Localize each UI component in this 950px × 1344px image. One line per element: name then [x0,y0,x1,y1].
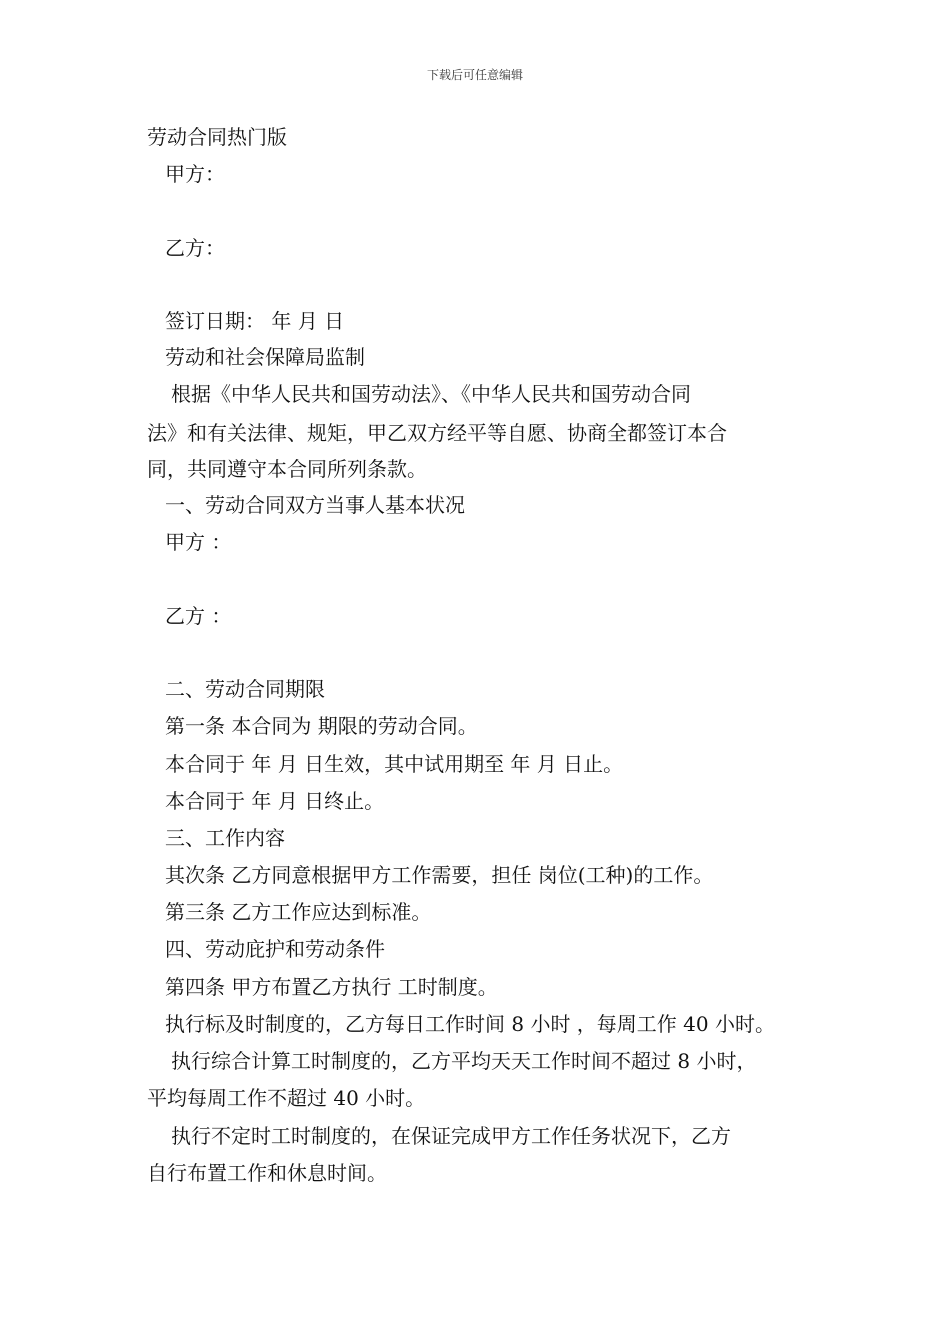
effective-date-line: 本合同于 年 月 日生效，其中试用期至 年 月 日止。 [165,752,624,776]
page-header: 下载后可任意编辑 [426,68,523,82]
article-4: 第四条 甲方布置乙方执行 工时制度。 [165,975,498,999]
standard-hours-line: 执行标及时制度的，乙方每日工作时间 8 小时 ，每周工作 40 小时。 [165,1012,775,1036]
section-3-heading: 三、工作内容 [165,826,285,850]
flexible-hours-line-2: 自行布置工作和休息时间。 [147,1161,387,1185]
article-3: 第三条 乙方工作应达到标准。 [165,900,432,924]
section-2-heading: 二、劳动合同期限 [165,677,325,701]
party-a-label: 甲方： [165,162,225,186]
section-1-heading: 一、劳动合同双方当事人基本状况 [165,493,465,517]
supervisor-line: 劳动和社会保障局监制 [165,345,365,369]
termination-date-line: 本合同于 年 月 日终止。 [165,789,385,813]
section-4-heading: 四、劳动庇护和劳动条件 [165,937,385,961]
comprehensive-hours-line-1: 执行综合计算工时制度的，乙方平均天天工作时间不超过 8 小时， [171,1049,757,1073]
article-1: 第一条 本合同为 期限的劳动合同。 [165,714,478,738]
party-b-label: 乙方： [165,236,225,260]
article-2: 其次条 乙方同意根据甲方工作需要，担任 岗位(工种)的工作。 [165,863,714,887]
signing-date: 签订日期： 年 月 日 [165,309,345,333]
preamble-line-1: 根据《中华人民共和国劳动法》、《中华人民共和国劳动合同 [171,382,691,406]
party-a-info: 甲方 ： [165,530,232,554]
document-title: 劳动合同热门版 [147,125,287,149]
flexible-hours-line-1: 执行不定时工时制度的，在保证完成甲方工作任务状况下，乙方 [171,1124,731,1148]
comprehensive-hours-line-2: 平均每周工作不超过 40 小时。 [147,1086,426,1110]
preamble-line-2: 法》和有关法律、规矩，甲乙双方经平等自愿、协商全都签订本合 [147,421,727,445]
party-b-info: 乙方 ： [165,604,232,628]
preamble-line-3: 同，共同遵守本合同所列条款。 [147,457,427,481]
